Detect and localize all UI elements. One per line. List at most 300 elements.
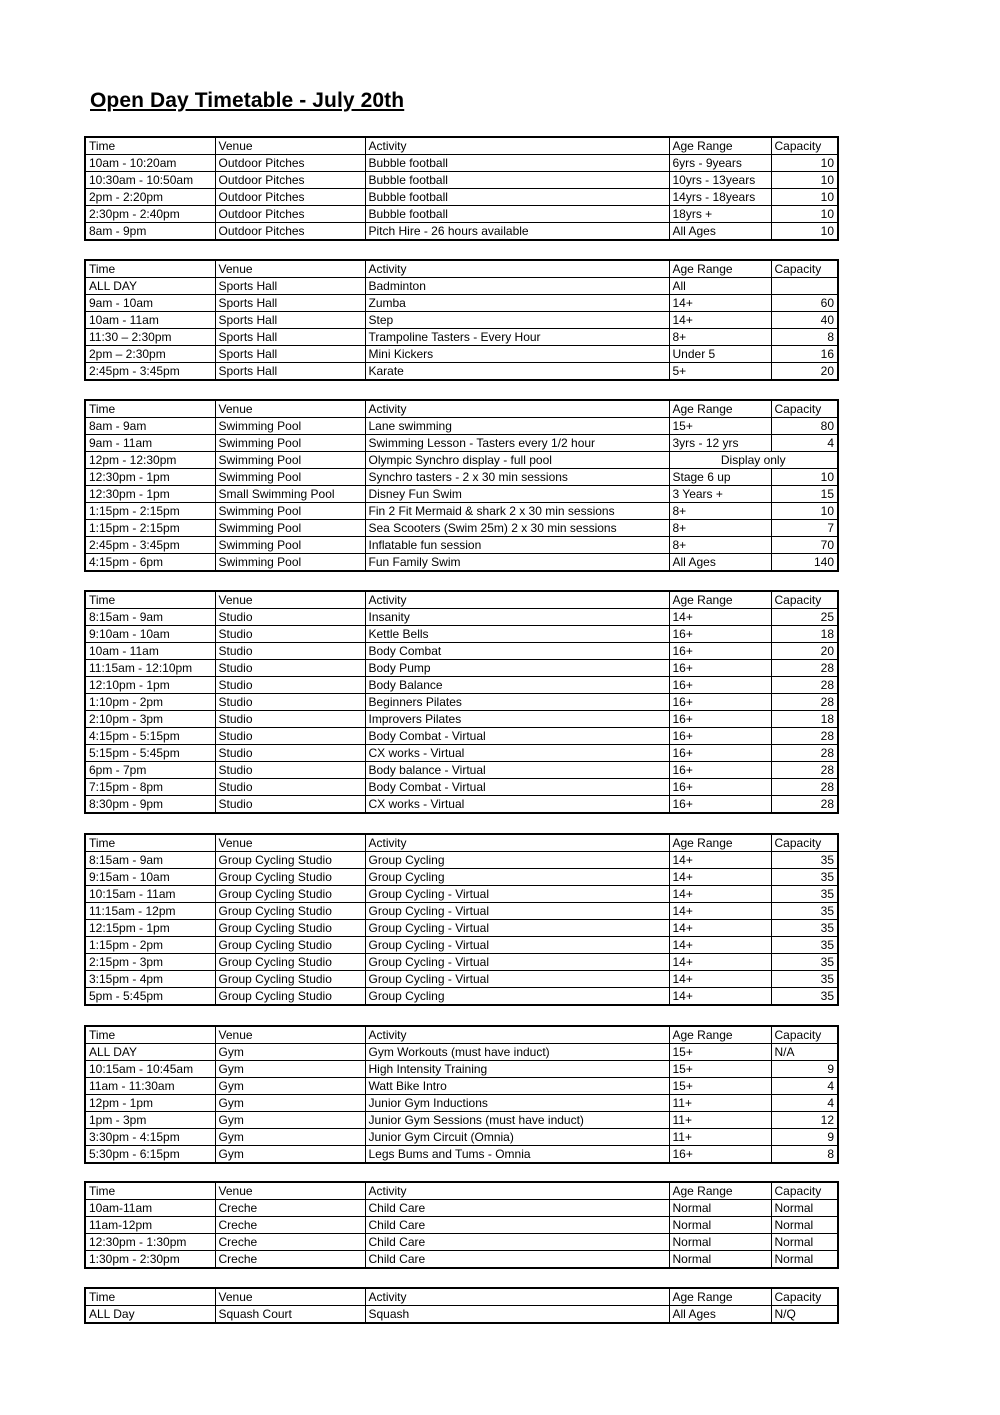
age-range-cell: All Ages — [669, 554, 771, 572]
table-row — [85, 694, 838, 711]
timetable-squash-court — [84, 1287, 839, 1324]
age-range-cell: 16+ — [669, 1146, 771, 1164]
activity-cell: Group Cycling - Virtual — [365, 903, 669, 920]
activity-cell: Child Care — [365, 1251, 669, 1269]
table-row — [85, 435, 838, 452]
header-cell: Activity — [365, 137, 669, 155]
age-range-cell: 8+ — [669, 329, 771, 346]
table-row — [85, 1306, 838, 1324]
venue-cell: Gym — [215, 1129, 365, 1146]
header-cell: Venue — [215, 591, 365, 609]
table-header-row — [85, 1026, 838, 1044]
activity-cell: Synchro tasters - 2 x 30 min sessions — [365, 469, 669, 486]
capacity-cell: 8 — [771, 329, 838, 346]
header-cell: Venue — [215, 1026, 365, 1044]
time-cell: 7:15pm - 8pm — [85, 779, 215, 796]
time-cell: 12:30pm - 1:30pm — [85, 1234, 215, 1251]
capacity-cell: 10 — [771, 189, 838, 206]
venue-cell: Studio — [215, 779, 365, 796]
venue-cell: Gym — [215, 1061, 365, 1078]
venue-cell: Small Swimming Pool — [215, 486, 365, 503]
time-cell: 10:30am - 10:50am — [85, 172, 215, 189]
venue-cell: Group Cycling Studio — [215, 869, 365, 886]
timetable-swimming-pool — [84, 399, 839, 572]
venue-cell: Swimming Pool — [215, 418, 365, 435]
table-row — [85, 937, 838, 954]
venue-cell: Group Cycling Studio — [215, 852, 365, 869]
table-row — [85, 1217, 838, 1234]
capacity-cell: 25 — [771, 609, 838, 626]
table-row — [85, 363, 838, 381]
venue-cell: Gym — [215, 1078, 365, 1095]
activity-cell: Kettle Bells — [365, 626, 669, 643]
age-range-cell: 15+ — [669, 418, 771, 435]
table-row — [85, 1234, 838, 1251]
time-cell: 5:15pm - 5:45pm — [85, 745, 215, 762]
age-range-cell: All — [669, 278, 771, 295]
capacity-cell: 28 — [771, 660, 838, 677]
venue-cell: Swimming Pool — [215, 520, 365, 537]
time-cell: 11am - 11:30am — [85, 1078, 215, 1095]
activity-cell: Sea Scooters (Swim 25m) 2 x 30 min sessions — [365, 520, 669, 537]
time-cell: 6pm - 7pm — [85, 762, 215, 779]
venue-cell: Swimming Pool — [215, 452, 365, 469]
venue-cell: Creche — [215, 1217, 365, 1234]
header-cell: Venue — [215, 1288, 365, 1306]
time-cell: 10am-11am — [85, 1200, 215, 1217]
time-cell: 4:15pm - 5:15pm — [85, 728, 215, 745]
venue-cell: Studio — [215, 609, 365, 626]
table-row — [85, 852, 838, 869]
activity-cell: Improvers Pilates — [365, 711, 669, 728]
activity-cell: CX works - Virtual — [365, 796, 669, 814]
age-range-cell: 14+ — [669, 609, 771, 626]
capacity-cell: 10 — [771, 172, 838, 189]
header-cell: Time — [85, 591, 215, 609]
time-cell: 1pm - 3pm — [85, 1112, 215, 1129]
activity-cell: Step — [365, 312, 669, 329]
activity-cell: Beginners Pilates — [365, 694, 669, 711]
header-cell: Time — [85, 400, 215, 418]
activity-cell: Group Cycling — [365, 988, 669, 1006]
time-cell: 11am-12pm — [85, 1217, 215, 1234]
page-title: Open Day Timetable - July 20th — [90, 89, 405, 112]
activity-cell: Body Pump — [365, 660, 669, 677]
age-range-cell: 14+ — [669, 886, 771, 903]
venue-cell: Sports Hall — [215, 312, 365, 329]
capacity-cell: 4 — [771, 1078, 838, 1095]
table-row — [85, 869, 838, 886]
header-cell: Activity — [365, 400, 669, 418]
age-range-cell: 16+ — [669, 711, 771, 728]
time-cell: 10:15am - 11am — [85, 886, 215, 903]
capacity-cell: 35 — [771, 971, 838, 988]
table-header-row — [85, 591, 838, 609]
header-cell: Time — [85, 1026, 215, 1044]
time-cell: 10am - 11am — [85, 312, 215, 329]
age-range-cell: 8+ — [669, 503, 771, 520]
capacity-cell: 10 — [771, 503, 838, 520]
capacity-cell: 60 — [771, 295, 838, 312]
capacity-cell: 28 — [771, 745, 838, 762]
age-range-cell: 16+ — [669, 677, 771, 694]
age-range-cell: Stage 6 up — [669, 469, 771, 486]
capacity-cell: 4 — [771, 1095, 838, 1112]
venue-cell: Gym — [215, 1095, 365, 1112]
capacity-cell: 35 — [771, 920, 838, 937]
capacity-cell: 16 — [771, 346, 838, 363]
table-row — [85, 1200, 838, 1217]
capacity-cell: N/A — [771, 1044, 838, 1061]
capacity-cell: Normal — [771, 1217, 838, 1234]
activity-cell: Body Balance — [365, 677, 669, 694]
activity-cell: Badminton — [365, 278, 669, 295]
age-range-cell: 14+ — [669, 920, 771, 937]
time-cell: 9:10am - 10am — [85, 626, 215, 643]
header-cell: Age Range — [669, 400, 771, 418]
table-row — [85, 609, 838, 626]
time-cell: 11:30 – 2:30pm — [85, 329, 215, 346]
header-cell: Venue — [215, 137, 365, 155]
age-range-cell: 14+ — [669, 852, 771, 869]
capacity-cell: 15 — [771, 486, 838, 503]
age-range-cell: 11+ — [669, 1095, 771, 1112]
header-cell: Activity — [365, 1288, 669, 1306]
activity-cell: Group Cycling - Virtual — [365, 886, 669, 903]
age-range-cell: Normal — [669, 1200, 771, 1217]
activity-cell: Child Care — [365, 1234, 669, 1251]
capacity-cell: 35 — [771, 988, 838, 1006]
venue-cell: Studio — [215, 728, 365, 745]
venue-cell: Gym — [215, 1044, 365, 1061]
activity-cell: Junior Gym Inductions — [365, 1095, 669, 1112]
venue-cell: Outdoor Pitches — [215, 172, 365, 189]
activity-cell: Fun Family Swim — [365, 554, 669, 572]
venue-cell: Sports Hall — [215, 278, 365, 295]
age-range-cell: 3yrs - 12 yrs — [669, 435, 771, 452]
activity-cell: Junior Gym Circuit (Omnia) — [365, 1129, 669, 1146]
age-range-cell: 15+ — [669, 1078, 771, 1095]
venue-cell: Studio — [215, 762, 365, 779]
table-row — [85, 520, 838, 537]
venue-cell: Outdoor Pitches — [215, 206, 365, 223]
timetable-gym — [84, 1025, 839, 1164]
venue-cell: Studio — [215, 643, 365, 660]
capacity-cell: 35 — [771, 852, 838, 869]
activity-cell: Olympic Synchro display - full pool — [365, 452, 669, 469]
time-cell: 1:15pm - 2pm — [85, 937, 215, 954]
age-range-cell: 15+ — [669, 1061, 771, 1078]
capacity-cell: 20 — [771, 643, 838, 660]
activity-cell: Zumba — [365, 295, 669, 312]
header-cell: Age Range — [669, 260, 771, 278]
time-cell: 12pm - 12:30pm — [85, 452, 215, 469]
time-cell: 3:15pm - 4pm — [85, 971, 215, 988]
header-cell: Capacity — [771, 1288, 838, 1306]
activity-cell: Bubble football — [365, 206, 669, 223]
activity-cell: Body balance - Virtual — [365, 762, 669, 779]
header-cell: Age Range — [669, 1288, 771, 1306]
age-range-cell: 16+ — [669, 745, 771, 762]
venue-cell: Creche — [215, 1200, 365, 1217]
time-cell: 8:30pm - 9pm — [85, 796, 215, 814]
age-range-cell: 16+ — [669, 660, 771, 677]
time-cell: 2pm - 2:20pm — [85, 189, 215, 206]
header-cell: Age Range — [669, 1182, 771, 1200]
time-cell: 1:15pm - 2:15pm — [85, 503, 215, 520]
time-cell: 8:15am - 9am — [85, 609, 215, 626]
header-cell: Capacity — [771, 260, 838, 278]
table-header-row — [85, 834, 838, 852]
header-cell: Activity — [365, 591, 669, 609]
venue-cell: Group Cycling Studio — [215, 903, 365, 920]
capacity-cell: Normal — [771, 1234, 838, 1251]
header-cell: Capacity — [771, 1182, 838, 1200]
capacity-cell: 28 — [771, 677, 838, 694]
venue-cell: Swimming Pool — [215, 503, 365, 520]
capacity-cell: 10 — [771, 223, 838, 241]
age-range-cell: 18yrs + — [669, 206, 771, 223]
capacity-cell: 70 — [771, 537, 838, 554]
timetable-creche — [84, 1181, 839, 1269]
activity-cell: Group Cycling - Virtual — [365, 954, 669, 971]
time-cell: 5:30pm - 6:15pm — [85, 1146, 215, 1164]
activity-cell: Group Cycling - Virtual — [365, 920, 669, 937]
table-row — [85, 346, 838, 363]
time-cell: 2:10pm - 3pm — [85, 711, 215, 728]
activity-cell: Disney Fun Swim — [365, 486, 669, 503]
venue-cell: Studio — [215, 660, 365, 677]
time-cell: 12:10pm - 1pm — [85, 677, 215, 694]
age-range-cell: 16+ — [669, 626, 771, 643]
age-range-cell: 14+ — [669, 971, 771, 988]
table-row — [85, 206, 838, 223]
timetable-sports-hall — [84, 259, 839, 381]
capacity-cell: 10 — [771, 155, 838, 172]
table-row — [85, 312, 838, 329]
capacity-cell: 10 — [771, 469, 838, 486]
table-row — [85, 903, 838, 920]
venue-cell: Gym — [215, 1112, 365, 1129]
capacity-cell: 35 — [771, 954, 838, 971]
time-cell: 12:30pm - 1pm — [85, 469, 215, 486]
age-range-cell: 11+ — [669, 1129, 771, 1146]
capacity-cell: 10 — [771, 206, 838, 223]
activity-cell: Mini Kickers — [365, 346, 669, 363]
venue-cell: Creche — [215, 1251, 365, 1269]
venue-cell: Swimming Pool — [215, 537, 365, 554]
venue-cell: Group Cycling Studio — [215, 920, 365, 937]
header-cell: Venue — [215, 1182, 365, 1200]
table-row — [85, 886, 838, 903]
header-cell: Activity — [365, 834, 669, 852]
activity-cell: Bubble football — [365, 189, 669, 206]
activity-cell: Legs Bums and Tums - Omnia — [365, 1146, 669, 1164]
header-cell: Venue — [215, 260, 365, 278]
time-cell: 11:15am - 12pm — [85, 903, 215, 920]
time-cell: 11:15am - 12:10pm — [85, 660, 215, 677]
activity-cell: Karate — [365, 363, 669, 381]
table-header-row — [85, 1182, 838, 1200]
age-range-cell: 16+ — [669, 643, 771, 660]
age-range-cell: 14+ — [669, 903, 771, 920]
capacity-cell: 28 — [771, 694, 838, 711]
age-range-cell: 14+ — [669, 295, 771, 312]
table-row — [85, 745, 838, 762]
table-row — [85, 660, 838, 677]
age-range-cell: 14+ — [669, 869, 771, 886]
time-cell: ALL DAY — [85, 278, 215, 295]
time-cell: 10am - 10:20am — [85, 155, 215, 172]
activity-cell: Pitch Hire - 26 hours available — [365, 223, 669, 241]
venue-cell: Sports Hall — [215, 295, 365, 312]
age-range-cell: 8+ — [669, 537, 771, 554]
activity-cell: Inflatable fun session — [365, 537, 669, 554]
table-header-row — [85, 400, 838, 418]
venue-cell: Studio — [215, 626, 365, 643]
time-cell: 2:15pm - 3pm — [85, 954, 215, 971]
time-cell: 10am - 11am — [85, 643, 215, 660]
time-cell: 12pm - 1pm — [85, 1095, 215, 1112]
time-cell: 12:30pm - 1pm — [85, 486, 215, 503]
activity-cell: Watt Bike Intro — [365, 1078, 669, 1095]
activity-cell: Gym Workouts (must have induct) — [365, 1044, 669, 1061]
time-cell: 2:30pm - 2:40pm — [85, 206, 215, 223]
activity-cell: Lane swimming — [365, 418, 669, 435]
capacity-cell: 28 — [771, 796, 838, 814]
table-row — [85, 1112, 838, 1129]
activity-cell: Squash — [365, 1306, 669, 1324]
activity-cell: Body Combat - Virtual — [365, 728, 669, 745]
age-range-cell: 16+ — [669, 728, 771, 745]
capacity-cell: 28 — [771, 728, 838, 745]
time-cell: 12:15pm - 1pm — [85, 920, 215, 937]
table-row — [85, 762, 838, 779]
header-cell: Time — [85, 1288, 215, 1306]
activity-cell: Child Care — [365, 1217, 669, 1234]
table-row — [85, 554, 838, 572]
table-row — [85, 486, 838, 503]
venue-cell: Group Cycling Studio — [215, 954, 365, 971]
venue-cell: Studio — [215, 677, 365, 694]
venue-cell: Outdoor Pitches — [215, 223, 365, 241]
age-range-cell: 16+ — [669, 779, 771, 796]
table-row — [85, 1146, 838, 1164]
header-cell: Age Range — [669, 1026, 771, 1044]
table-row — [85, 1078, 838, 1095]
table-row — [85, 954, 838, 971]
table-row — [85, 1095, 838, 1112]
table-row — [85, 469, 838, 486]
time-cell: 5pm - 5:45pm — [85, 988, 215, 1006]
table-row — [85, 988, 838, 1006]
time-cell: ALL DAY — [85, 1044, 215, 1061]
table-row — [85, 728, 838, 745]
activity-cell: Bubble football — [365, 172, 669, 189]
table-row — [85, 1061, 838, 1078]
capacity-cell — [771, 278, 838, 295]
table-row — [85, 1251, 838, 1269]
header-cell: Time — [85, 1182, 215, 1200]
age-range-cell: 6yrs - 9years — [669, 155, 771, 172]
table-row — [85, 155, 838, 172]
header-cell: Age Range — [669, 591, 771, 609]
capacity-cell: 80 — [771, 418, 838, 435]
activity-cell: Fin 2 Fit Mermaid & shark 2 x 30 min sessions — [365, 503, 669, 520]
age-range-cell: Under 5 — [669, 346, 771, 363]
venue-cell: Swimming Pool — [215, 469, 365, 486]
venue-cell: Outdoor Pitches — [215, 189, 365, 206]
capacity-cell: 35 — [771, 886, 838, 903]
time-cell: ALL Day — [85, 1306, 215, 1324]
time-cell: 2pm – 2:30pm — [85, 346, 215, 363]
capacity-cell: 18 — [771, 711, 838, 728]
activity-cell: High Intensity Training — [365, 1061, 669, 1078]
age-range-cell: 16+ — [669, 694, 771, 711]
capacity-cell: 9 — [771, 1061, 838, 1078]
header-cell: Activity — [365, 1182, 669, 1200]
age-capacity-merged-cell: Display only — [669, 452, 838, 469]
table-row — [85, 711, 838, 728]
header-cell: Venue — [215, 834, 365, 852]
activity-cell: Group Cycling — [365, 852, 669, 869]
table-row — [85, 172, 838, 189]
table-row — [85, 779, 838, 796]
capacity-cell: 4 — [771, 435, 838, 452]
table-row — [85, 418, 838, 435]
table-row — [85, 971, 838, 988]
capacity-cell: Normal — [771, 1251, 838, 1269]
activity-cell: Trampoline Tasters - Every Hour — [365, 329, 669, 346]
table-row — [85, 643, 838, 660]
table-row — [85, 1129, 838, 1146]
header-cell: Venue — [215, 400, 365, 418]
header-cell: Activity — [365, 1026, 669, 1044]
time-cell: 3:30pm - 4:15pm — [85, 1129, 215, 1146]
header-cell: Age Range — [669, 834, 771, 852]
age-range-cell: All Ages — [669, 223, 771, 241]
venue-cell: Studio — [215, 796, 365, 814]
header-cell: Time — [85, 260, 215, 278]
venue-cell: Group Cycling Studio — [215, 971, 365, 988]
venue-cell: Gym — [215, 1146, 365, 1164]
age-range-cell: 10yrs - 13years — [669, 172, 771, 189]
capacity-cell: 12 — [771, 1112, 838, 1129]
capacity-cell: N/Q — [771, 1306, 838, 1324]
capacity-cell: 20 — [771, 363, 838, 381]
activity-cell: Group Cycling - Virtual — [365, 937, 669, 954]
table-row — [85, 329, 838, 346]
activity-cell: Body Combat — [365, 643, 669, 660]
capacity-cell: 18 — [771, 626, 838, 643]
table-row — [85, 503, 838, 520]
age-range-cell: Normal — [669, 1234, 771, 1251]
venue-cell: Swimming Pool — [215, 554, 365, 572]
activity-cell: CX works - Virtual — [365, 745, 669, 762]
header-cell: Activity — [365, 260, 669, 278]
age-range-cell: 14yrs - 18years — [669, 189, 771, 206]
activity-cell: Body Combat - Virtual — [365, 779, 669, 796]
header-cell: Age Range — [669, 137, 771, 155]
time-cell: 8:15am - 9am — [85, 852, 215, 869]
table-row — [85, 537, 838, 554]
age-range-cell: 11+ — [669, 1112, 771, 1129]
time-cell: 9am - 10am — [85, 295, 215, 312]
time-cell: 9:15am - 10am — [85, 869, 215, 886]
venue-cell: Creche — [215, 1234, 365, 1251]
table-row — [85, 189, 838, 206]
activity-cell: Bubble football — [365, 155, 669, 172]
